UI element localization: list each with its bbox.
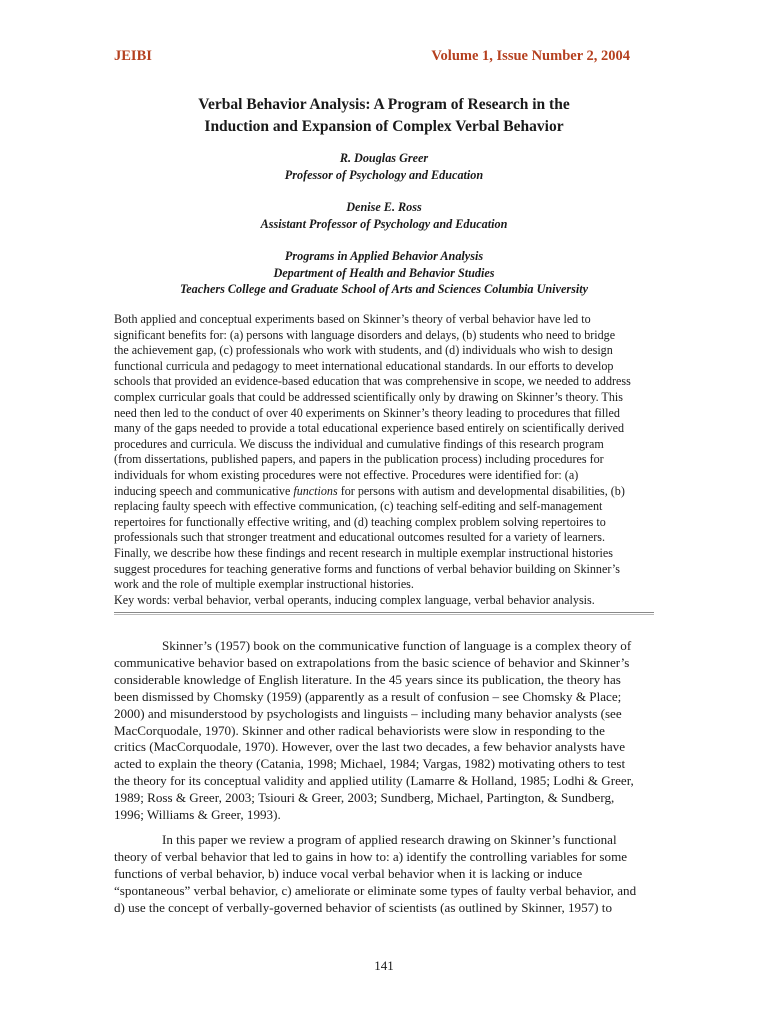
paragraph-line: communicative behavior based on extrapolations from the basic science of behavior and Skinner’s [114,654,630,670]
abstract-line: need then led to the conduct of over 40 experiments on Skinner’s theory leading to procedures that filled [114,405,620,420]
abstract-line: many of the gaps needed to provide a total educational experience based entirely on scientifically derived [114,421,625,436]
title-line-2: Induction and Expansion of Complex Verbal Behavior [204,118,564,135]
affiliation-line-2: Department of Health and Behavior Studies [273,265,495,280]
abstract-line: functional curricula and pedagogy to meet international educational standards. In our efforts to develop [114,358,614,373]
abstract-line: individuals for whom existing procedures were not effective. Procedures were identified for: (a) [114,467,579,482]
paragraph-line: been dismissed by Chomsky (1959) (apparently as a result of confusion – see Chomsky & Place; [114,688,622,704]
abstract-line: repertoires for functionally effective writing, and (d) teaching complex problem solving repertoires to [114,514,606,529]
page-number: 141 [374,958,394,973]
abstract-line-with-emphasis [114,484,654,500]
paragraph-line: critics (MacCorquodale, 1970). However, over the last two decades, a few behavior analysts have [114,739,626,755]
volume-info: Volume 1, Issue Number 2, 2004 [431,48,630,64]
affiliation-line-3: Teachers College and Graduate School of Arts and Sciences Columbia University [179,282,589,296]
author-2-role: Assistant Professor of Psychology and Education [260,216,508,231]
abstract-text: for persons with autism and developmental disabilities, (b) [337,483,625,498]
abstract-line: schools that provided an evidence-based education that was comprehensive in scope, we needed to address [114,374,631,389]
paragraph-line: “spontaneous” verbal behavior, c) ameliorate or eliminate some types of faulty verbal behavior, and [114,882,637,898]
section-divider [114,612,654,615]
paragraph-line: MacCorquodale, 1970). Skinner and other radical behaviorists were slow in responding to the [114,722,605,738]
author-2-name: Denise E. Ross [346,200,422,214]
author-1 [114,150,654,183]
paragraph-line: Skinner’s (1957) book on the communicative function of language is a complex theory of [162,638,632,653]
abstract-line: Finally, we describe how these findings and recent research in multiple exemplar instructional histories [114,545,613,560]
abstract-line: procedures and curricula. We discuss the individual and cumulative findings of this research program [114,436,604,451]
abstract-line: work and the role of multiple exemplar instructional histories. [114,577,414,592]
keywords: Key words: verbal behavior, verbal operants, inducing complex language, verbal behavior analysis. [114,592,595,607]
abstract-text: inducing speech and communicative [114,483,294,498]
paragraph-line: the theory for its conceptual validity and applied utility (Lamarre & Holland, 1985; Lodhi & Greer, [114,773,634,789]
affiliation [114,248,654,298]
running-header [114,48,630,65]
affiliation-line-1: Programs in Applied Behavior Analysis [284,249,484,263]
paragraph-line: 2000) and misunderstood by psychologists and linguists – including many behavior analysts (see [114,705,622,721]
article-title [114,94,654,138]
abstract-line: the achievement gap, (c) professionals who work with students, and (d) individuals who wish to design [114,343,613,358]
paragraph-line: d) use the concept of verbally-governed behavior of scientists (as outlined by Skinner, 1957) to [114,899,612,915]
body-paragraph-2 [114,832,654,917]
abstract-line: professionals such that stronger treatment and educational outcomes resulted for a variety of learners. [114,530,605,545]
author-2 [114,199,654,232]
paragraph-line: In this paper we review a program of applied research drawing on Skinner’s functional [162,832,617,847]
journal-name: JEIBI [114,48,152,64]
abstract [114,312,654,608]
abstract-line: (from dissertations, published papers, and papers in the publication process) including procedures for [114,452,604,467]
emphasis-functions: functions [293,483,338,498]
author-1-role: Professor of Psychology and Education [284,167,484,182]
abstract-line: Both applied and conceptual experiments based on Skinner’s theory of verbal behavior have led to [114,312,591,326]
body-paragraph-1 [114,638,654,824]
title-line-1: Verbal Behavior Analysis: A Program of Research in the [198,96,570,113]
abstract-line: complex curricular goals that could be addressed scientifically only by drawing on Skinner’s theory. This [114,389,623,404]
abstract-line: significant benefits for: (a) persons with language disorders and delays, (b) students who need to bridge [114,327,616,342]
abstract-line: suggest procedures for teaching generative forms and functions of verbal behavior building on Skinner’s [114,561,620,576]
paragraph-line: theory of verbal behavior that led to gains in how to: a) identify the controlling variables for some [114,848,628,864]
author-1-name: R. Douglas Greer [339,151,429,165]
paragraph-line: considerable knowledge of English literature. In the 45 years since its publication, the theory has [114,671,621,687]
paragraph-line: 1989; Ross & Greer, 2003; Tsiouri & Greer, 2003; Sundberg, Michael, Partington, & Sundberg, [114,790,615,806]
paragraph-line: functions of verbal behavior, b) induce vocal verbal behavior when it is lacking or induce [114,865,583,881]
abstract-line: replacing faulty speech with effective communication, (c) teaching self-editing and self-management [114,499,603,514]
paragraph-line: 1996; Williams & Greer, 1993). [114,807,281,823]
paragraph-line: acted to explain the theory (Catania, 1998; Michael, 1984; Vargas, 1982) motivating others to test [114,756,626,772]
